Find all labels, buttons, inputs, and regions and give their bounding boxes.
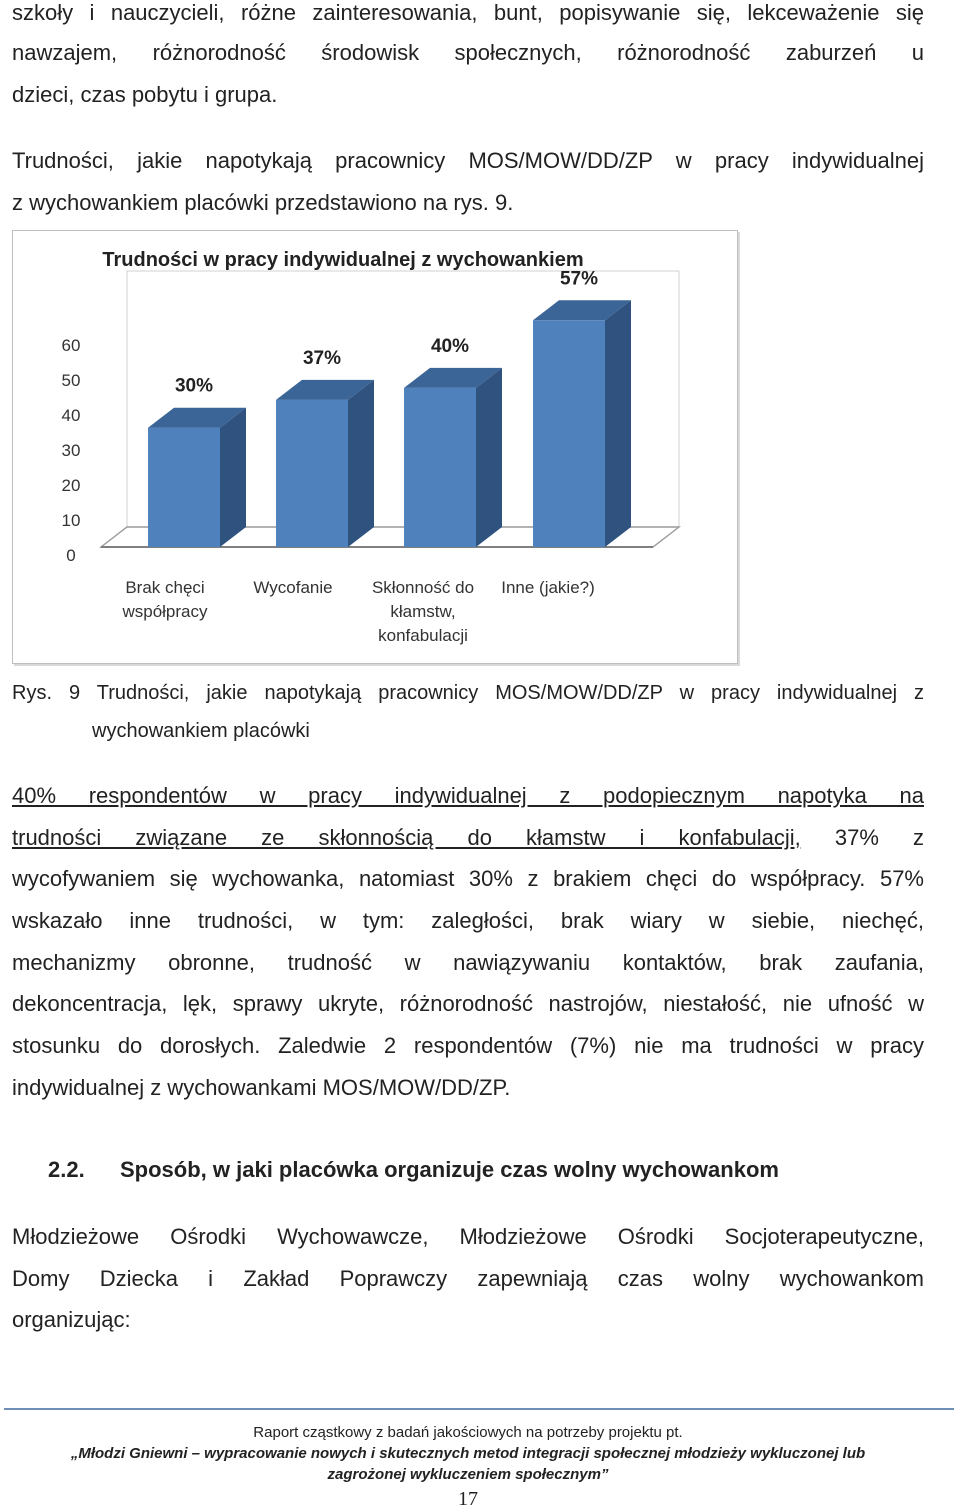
- category-label: kłamstw,: [390, 602, 456, 621]
- bar-front: [404, 388, 476, 547]
- y-tick-label: 10: [61, 511, 81, 530]
- category-label: Skłonność do: [371, 578, 475, 597]
- category-label: Brak chęci: [125, 578, 205, 597]
- bar-front: [148, 428, 220, 547]
- text-line: Trudności, jakie napotykają pracownicy MOS/MOW/DD/ZP w pracy indywidualnej: [12, 148, 924, 173]
- y-tick-label: 0: [66, 546, 76, 565]
- text-line: nawzajem, różnorodność środowisk społecznych, różnorodność zaburzeń u: [12, 40, 924, 65]
- bar-front: [533, 320, 605, 547]
- figure-caption: Rys. 9 Trudności, jakie napotykają pracownicy MOS/MOW/DD/ZP w pracy indywidualnej z: [12, 682, 924, 704]
- section-number: 2.2.: [48, 1157, 85, 1182]
- bar-chart: [13, 231, 737, 663]
- category-label: konfabulacji: [378, 626, 468, 645]
- bar-front: [276, 400, 348, 547]
- y-tick-label: 20: [61, 476, 81, 495]
- y-tick-label: 40: [61, 406, 81, 425]
- text-line: dzieci, czas pobytu i grupa.: [12, 82, 278, 107]
- bar-side: [220, 408, 246, 547]
- bar-side: [476, 368, 502, 547]
- chart-title: Trudności w pracy indywidualnej z wychowankiem: [102, 249, 584, 271]
- text-line: [12, 825, 924, 851]
- footer-project-title: „Młodzi Gniewni – wypracowanie nowych i skutecznych metod integracji społecznej młodzieży wykluczonej lub: [70, 1445, 866, 1462]
- text-span: 37% z: [800, 825, 924, 850]
- data-label: 30%: [174, 375, 214, 397]
- text-line: stosunku do dorosłych. Zaledwie 2 respondentów (7%) nie ma trudności w pracy: [12, 1033, 924, 1058]
- chart-frame: [12, 230, 738, 664]
- section-title: Sposób, w jaki placówka organizuje czas wolny wychowankom: [120, 1157, 779, 1182]
- text-line: indywidualnej z wychowankami MOS/MOW/DD/ZP.: [12, 1075, 511, 1100]
- y-tick-label: 30: [61, 441, 81, 460]
- text-line: wskazało inne trudności, w tym: zaległości, brak wiary w siebie, niechęć,: [12, 908, 924, 933]
- category-label: Wycofanie: [253, 578, 333, 597]
- text-line: wycofywaniem się wychowanka, natomiast 30% z brakiem chęci do współpracy. 57%: [12, 866, 924, 891]
- figure-caption-continued: wychowankiem placówki: [92, 720, 310, 742]
- footer-project-title-continued: zagrożonej wykluczeniem społecznym”: [327, 1466, 609, 1483]
- footer-line: Raport cząstkowy z badań jakościowych na potrzeby projektu pt.: [253, 1424, 683, 1441]
- y-tick-label: 60: [61, 336, 81, 355]
- text-line: mechanizmy obronne, trudność w nawiązywaniu kontaktów, brak zaufania,: [12, 950, 924, 975]
- y-tick-label: 50: [61, 371, 81, 390]
- category-label: współpracy: [122, 602, 208, 621]
- category-label: Inne (jakie?): [501, 578, 595, 597]
- bar-side: [348, 380, 374, 547]
- text-line: dekoncentracja, lęk, sprawy ukryte, różnorodność nastrojów, niestałość, nie ufność w: [12, 991, 924, 1016]
- footer-divider: [4, 1408, 954, 1410]
- text-line: 40% respondentów w pracy indywidualnej z podopiecznym napotyka na: [12, 783, 924, 808]
- page-number: 17: [458, 1488, 478, 1510]
- text-line: Domy Dziecka i Zakład Poprawczy zapewniają czas wolny wychowankom: [12, 1266, 924, 1291]
- underlined-phrase: trudności związane ze skłonnością do kłamstw i konfabulacji,: [12, 825, 801, 850]
- data-label: 37%: [302, 347, 342, 369]
- text-line: organizując:: [12, 1307, 131, 1332]
- text-line: Młodzieżowe Ośrodki Wychowawcze, Młodzieżowe Ośrodki Socjoterapeutyczne,: [12, 1224, 924, 1249]
- bar-side: [605, 300, 631, 547]
- text-line: szkoły i nauczycieli, różne zainteresowania, bunt, popisywanie się, lekceważenie się: [12, 0, 924, 25]
- data-label: 57%: [559, 268, 599, 290]
- data-label: 40%: [430, 335, 470, 357]
- text-line: z wychowankiem placówki przedstawiono na rys. 9.: [12, 190, 514, 215]
